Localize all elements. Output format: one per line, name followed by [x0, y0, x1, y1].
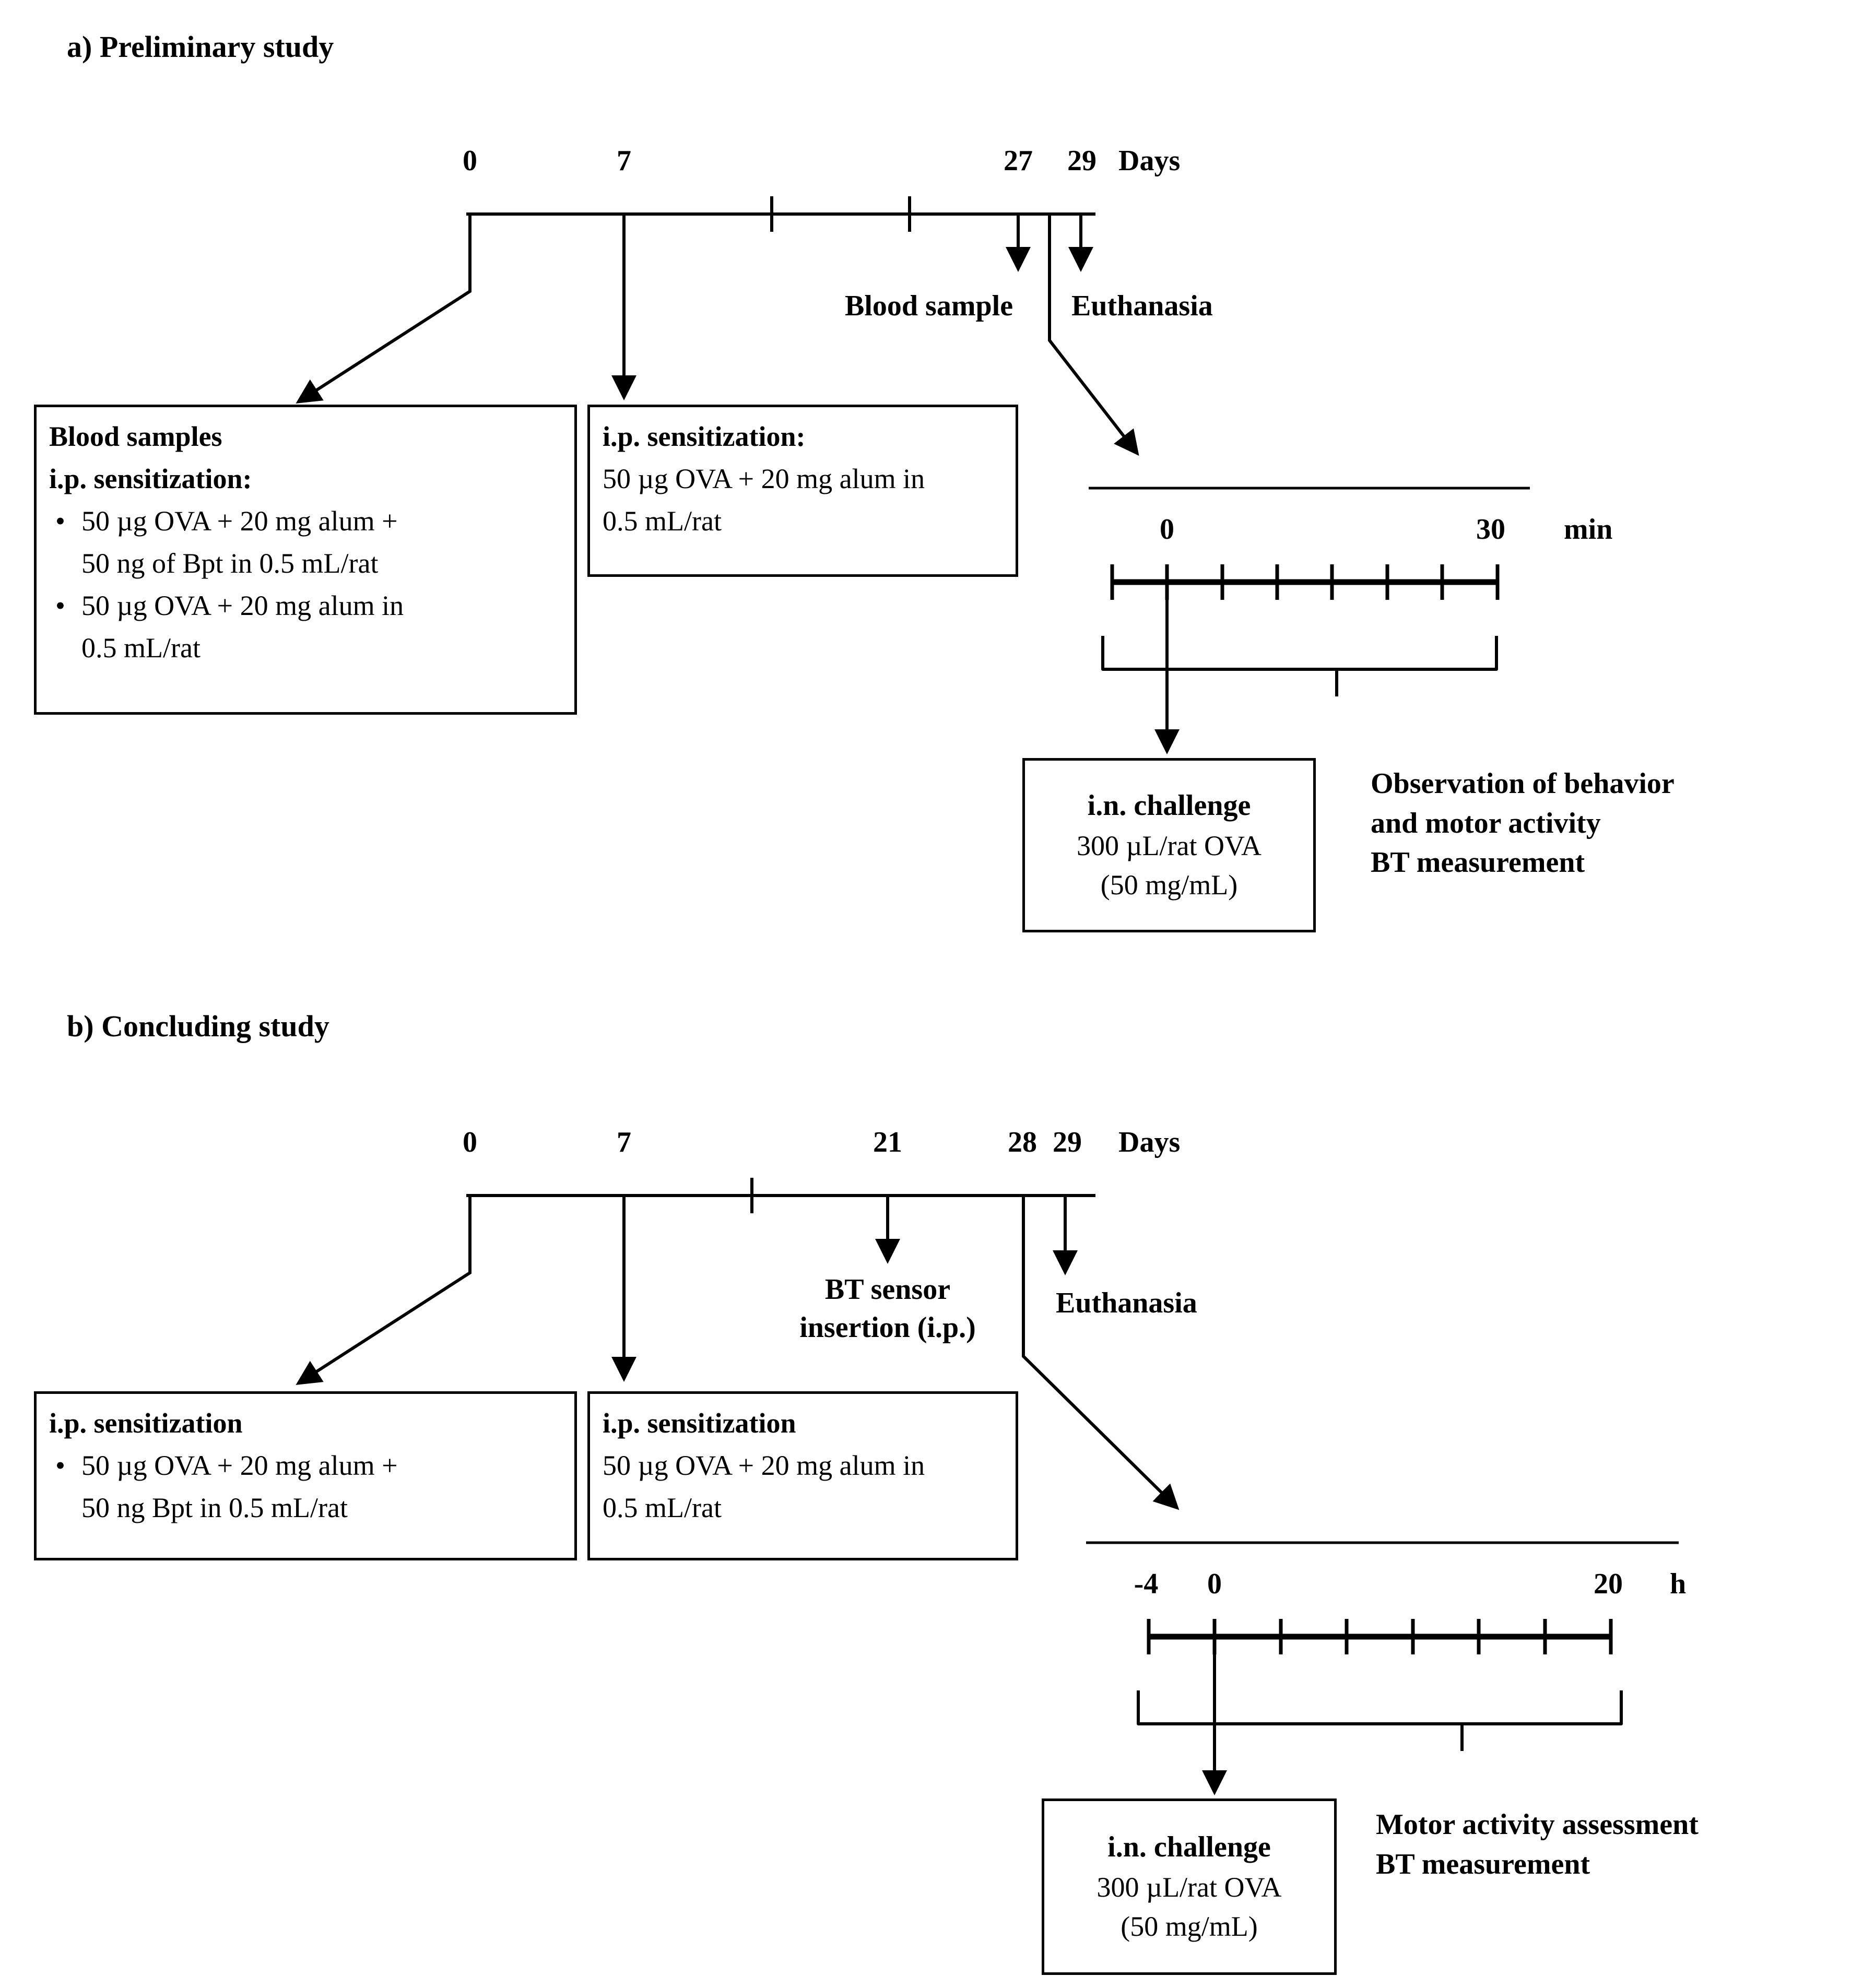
- panel-b-bt-sensor-label: [799, 1271, 976, 1347]
- panel-a-day0-bullet-2-text: 50 µg OVA + 20 mg alum in 0.5 mL/rat: [81, 590, 404, 664]
- panel-a-day0-arrow: [300, 214, 470, 401]
- panel-b-day0-bullet-1-text: 50 µg OVA + 20 mg alum + 50 ng Bpt in 0.5 mL/rat: [81, 1450, 398, 1523]
- panel-b-hour-end-label: 20: [1594, 1568, 1623, 1600]
- panel-b-day7-box-body: 50 µg OVA + 20 mg alum in 0.5 mL/rat: [603, 1450, 925, 1523]
- panel-a-outcome-line3: BT measurement: [1371, 846, 1585, 879]
- panel-b-day28-arrow: [1023, 1196, 1176, 1507]
- panel-a-day7-box: [587, 405, 1018, 577]
- panel-a-minute-start-label: 0: [1160, 513, 1174, 546]
- panel-a-euthanasia-label: Euthanasia: [1071, 290, 1213, 322]
- panel-b-title: b) Concluding study: [67, 1009, 329, 1043]
- panel-b-brace: [1138, 1690, 1621, 1724]
- panel-a-day0-bullet-2: [49, 585, 562, 669]
- panel-a-day0-box-heading1: Blood samples: [49, 421, 222, 452]
- panel-b-challenge-concentration: (50 mg/mL): [1121, 1910, 1258, 1942]
- panel-b-challenge-heading: i.n. challenge: [1107, 1831, 1271, 1864]
- panel-a-minute-unit-label: min: [1564, 513, 1613, 546]
- panel-b-challenge-box: [1042, 1798, 1337, 1975]
- panel-a-day-label-7: 7: [617, 145, 631, 177]
- panel-a-day-label-29: 29: [1067, 145, 1097, 177]
- panel-b-outcome-line2: BT measurement: [1376, 1848, 1590, 1880]
- panel-a-day0-bullet-1-text: 50 µg OVA + 20 mg alum + 50 ng of Bpt in 0.5 mL/rat: [81, 505, 398, 579]
- panel-b-day0-box-heading: i.p. sensitization: [49, 1407, 243, 1439]
- panel-a-outcome-text: [1371, 764, 1675, 883]
- panel-b-day0-box: [34, 1391, 577, 1560]
- panel-b-day-label-28: 28: [1008, 1126, 1037, 1158]
- panel-b-bt-sensor-line1: BT sensor: [824, 1273, 951, 1306]
- panel-a-title: a) Preliminary study: [67, 30, 334, 64]
- panel-b-day-label-29: 29: [1053, 1126, 1082, 1158]
- panel-b-day-label-0: 0: [463, 1126, 477, 1158]
- panel-b-day0-arrow: [300, 1196, 470, 1382]
- panel-a-challenge-box: [1022, 758, 1316, 932]
- panel-a-day0-bullet-1: [49, 500, 562, 585]
- panel-a-days-unit-label: Days: [1118, 145, 1181, 177]
- panel-b-day-label-7: 7: [617, 1126, 631, 1158]
- panel-b-outcome-text: [1376, 1805, 1699, 1884]
- panel-a-day7-box-body: 50 µg OVA + 20 mg alum in 0.5 mL/rat: [603, 463, 925, 537]
- panel-b-day7-box-heading: i.p. sensitization: [603, 1407, 796, 1439]
- panel-b-hour-zero-label: 0: [1207, 1568, 1222, 1600]
- panel-a-day7-box-heading: i.p. sensitization:: [603, 421, 806, 452]
- panel-a-outcome-line2: and motor activity: [1371, 807, 1601, 839]
- panel-a-challenge-concentration: (50 mg/mL): [1100, 869, 1238, 901]
- panel-b-days-unit-label: Days: [1118, 1126, 1181, 1158]
- panel-b-challenge-dose: 300 µL/rat OVA: [1097, 1871, 1282, 1903]
- panel-a-day0-box: [34, 405, 577, 715]
- panel-b-hour-start-label: -4: [1134, 1568, 1159, 1600]
- panel-b-euthanasia-label: Euthanasia: [1056, 1287, 1197, 1319]
- panel-a-brace: [1103, 636, 1496, 669]
- bullet-marker: •: [55, 590, 65, 621]
- panel-b-day0-bullet-1: [49, 1445, 562, 1529]
- panel-a-outcome-line1: Observation of behavior: [1371, 767, 1675, 800]
- panel-a-challenge-dose: 300 µL/rat OVA: [1076, 830, 1262, 861]
- bullet-marker: •: [55, 505, 65, 537]
- panel-b-day-label-21: 21: [873, 1126, 902, 1158]
- panel-b-day7-box: [587, 1391, 1018, 1560]
- panel-b-outcome-line1: Motor activity assessment: [1376, 1808, 1699, 1841]
- panel-b-bt-sensor-line2: insertion (i.p.): [799, 1311, 976, 1344]
- panel-a-minute-end-label: 30: [1476, 513, 1505, 546]
- panel-a-day0-box-heading2: i.p. sensitization:: [49, 463, 252, 494]
- panel-a-blood-sample-label: Blood sample: [845, 290, 1013, 322]
- panel-a-day-label-0: 0: [463, 145, 477, 177]
- panel-a-challenge-heading: i.n. challenge: [1087, 789, 1251, 822]
- panel-b-hour-unit-label: h: [1670, 1568, 1687, 1600]
- bullet-marker: •: [55, 1450, 65, 1481]
- panel-a-day28-arrow: [1050, 214, 1136, 452]
- panel-a-day-label-27: 27: [1004, 145, 1033, 177]
